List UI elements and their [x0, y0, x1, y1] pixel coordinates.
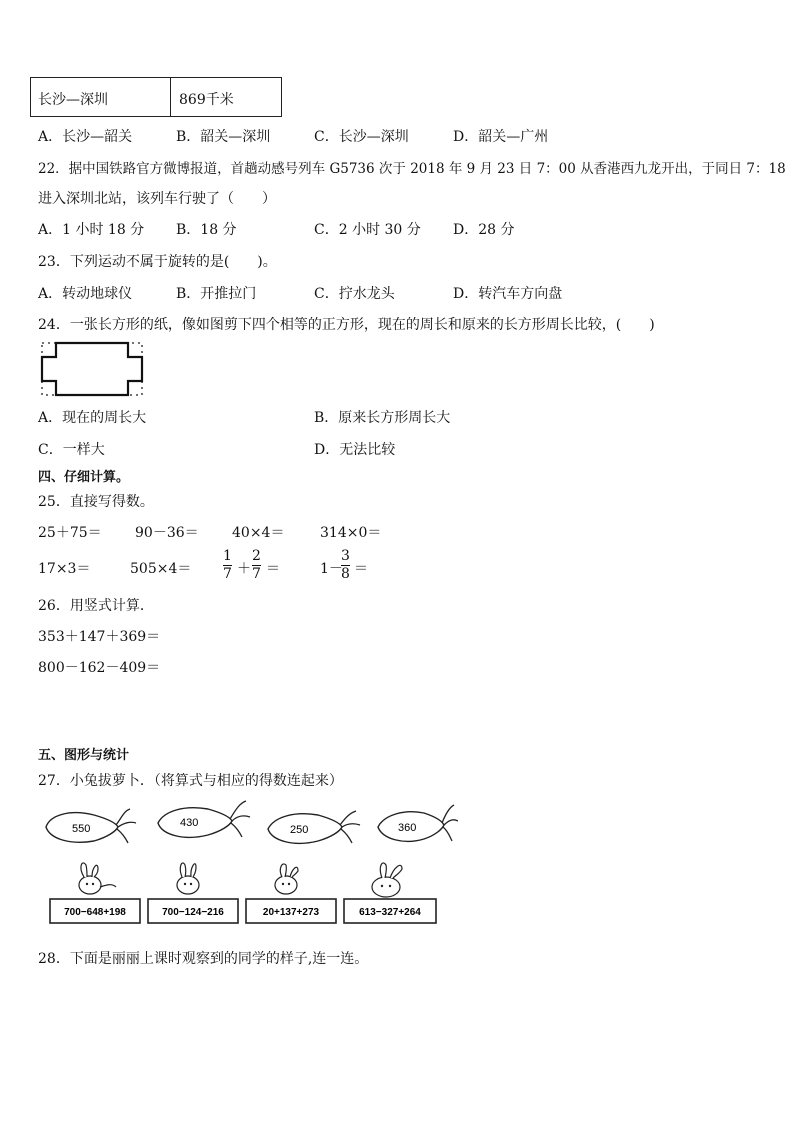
q26-text: 26．用竖式计算． [38, 598, 154, 614]
q27-text: 27．小兔拔萝卜．（将算式与相应的得数连起来） [38, 773, 343, 789]
q23-text: 23．下列运动不属于旋转的是( )。 [38, 254, 277, 270]
denominator: 7 [252, 566, 261, 582]
rabbit-3 [275, 864, 298, 894]
rabbit-carrot-figure [38, 795, 458, 935]
q24-option-c: C．一样大 [38, 442, 105, 458]
fraction-1-7 [223, 549, 232, 582]
denominator: 7 [223, 566, 232, 582]
q22-option-b: B．18 分 [176, 222, 237, 238]
q22-text-line2: 进入深圳北站，该列车行驶了（ ） [38, 191, 276, 207]
carrot-value: 430 [180, 817, 199, 829]
carrot-550 [46, 809, 136, 843]
q25-r1-expr1: 25＋75＝ [38, 525, 102, 541]
table-distance: 869千米 [179, 92, 234, 108]
q26-expr1: 353＋147＋369＝ [38, 629, 161, 645]
table-route: 长沙—深圳 [38, 92, 108, 108]
numerator: 1 [223, 548, 232, 564]
q24-option-a: A．现在的周长大 [38, 410, 147, 426]
q26-expr2: 800－162－409＝ [38, 660, 161, 676]
table-divider [170, 78, 171, 116]
numerator: 3 [341, 548, 350, 564]
q22-text-line1: 22．据中国铁路官方微博报道，首趟动感号列车 G5736 次于 2018 年 9 月 23 日 7：00 从香港西九龙开出，于同日 7：18 [38, 161, 786, 177]
expr-text: 613−327+264 [359, 907, 421, 918]
expr-text: 20+137+273 [262, 907, 320, 918]
q25-r2-expr1: 17×3＝ [38, 561, 91, 577]
q22-option-a: A．1 小时 18 分 [38, 222, 145, 238]
q24-text: 24．一张长方形的纸，像如图剪下四个相等的正方形，现在的周长和原来的长方形周长比较，( ) [38, 317, 655, 333]
expr-box-4 [344, 899, 436, 923]
carrot-value: 250 [290, 824, 309, 836]
expr-box-3 [246, 899, 336, 923]
route-table [30, 77, 282, 117]
rabbit-4 [372, 863, 402, 897]
q21-option-c: C．长沙—深圳 [314, 129, 409, 145]
denominator: 8 [341, 566, 350, 582]
q22-option-c: C．2 小时 30 分 [314, 222, 421, 238]
q23-option-d: D．转汽车方向盘 [453, 286, 563, 302]
carrot-value: 360 [398, 822, 417, 834]
q28-text: 28．下面是丽丽上课时观察到的同学的样子,连一连。 [38, 951, 369, 967]
numerator: 2 [252, 548, 261, 564]
rabbit-1 [79, 863, 116, 894]
q25-r1-expr3: 40×4＝ [232, 525, 285, 541]
equals-sign: ＝ [354, 561, 368, 577]
q22-option-d: D．28 分 [453, 222, 515, 238]
q24-option-b: B．原来长方形周长大 [314, 410, 451, 426]
cut-rectangle-figure [40, 341, 146, 397]
expr-text: 700−648+198 [64, 907, 126, 918]
q24-option-d: D．无法比较 [314, 442, 396, 458]
one-minus: 1－ [320, 561, 343, 577]
q21-option-b: B．韶关—深圳 [176, 129, 271, 145]
q21-option-d: D．韶关—广州 [453, 129, 549, 145]
section-4-heading: 四、仔细计算。 [38, 470, 130, 485]
carrot-value: 550 [72, 823, 91, 835]
fraction-2-7 [252, 549, 261, 582]
q23-option-b: B．开推拉门 [176, 286, 257, 302]
rabbit-2 [177, 863, 199, 894]
q25-text: 25．直接写得数。 [38, 494, 154, 510]
expr-text: 700−124−216 [162, 907, 224, 918]
q23-option-c: C．拧水龙头 [314, 286, 395, 302]
q23-option-a: A．转动地球仪 [38, 286, 133, 302]
expr-box-2 [148, 899, 238, 923]
carrot-430 [158, 801, 250, 837]
q25-r2-expr2: 505×4＝ [130, 561, 192, 577]
section-5-heading: 五、图形与统计 [38, 748, 130, 763]
carrot-360 [378, 805, 458, 841]
fraction-3-8 [341, 549, 350, 582]
plus-sign: ＋ [237, 561, 251, 577]
q21-option-a: A．长沙—韶关 [38, 129, 133, 145]
expr-box-1 [50, 899, 140, 923]
equals-sign: ＝ [266, 561, 280, 577]
q25-r1-expr4: 314×0＝ [320, 525, 382, 541]
q25-r1-expr2: 90－36＝ [135, 525, 199, 541]
carrot-250 [268, 811, 360, 843]
